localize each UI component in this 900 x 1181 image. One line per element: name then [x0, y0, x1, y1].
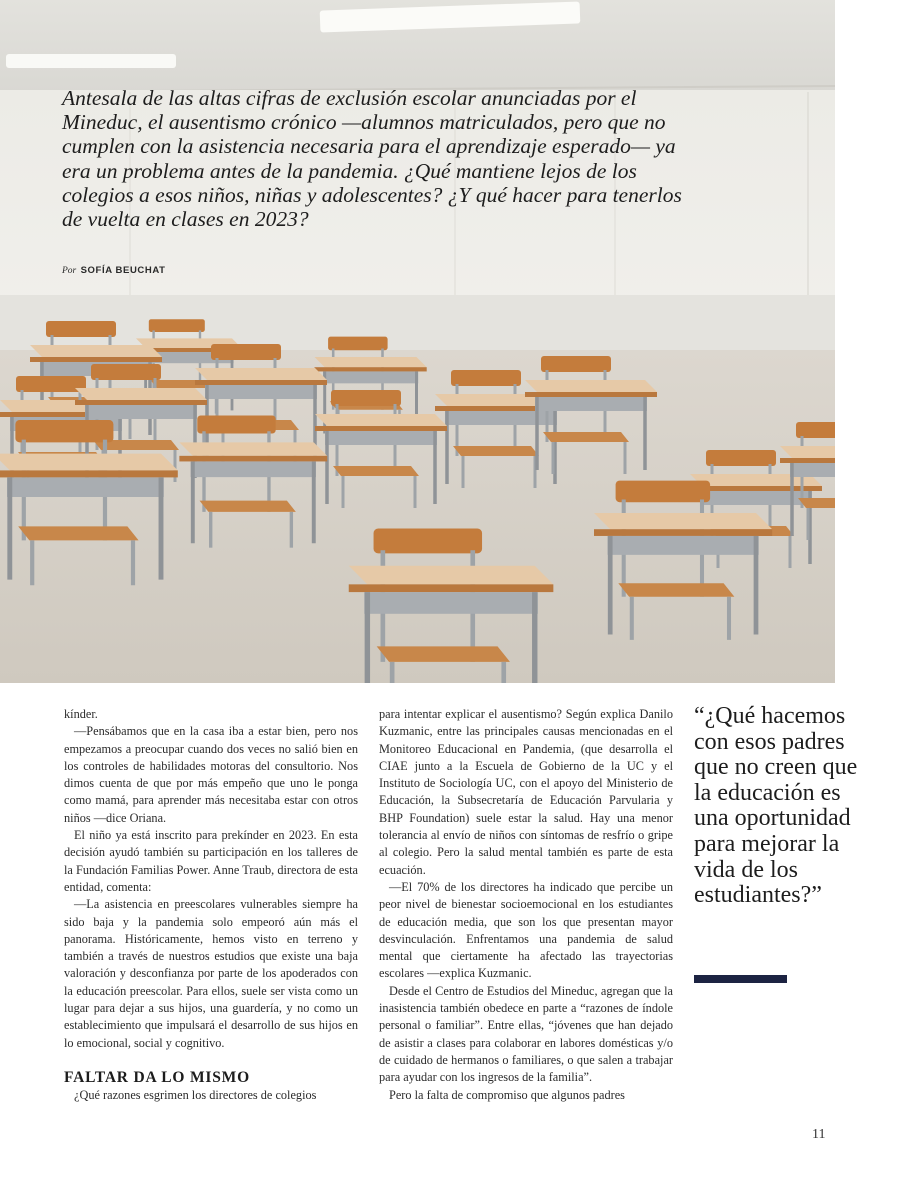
paragraph: para intentar explicar el ausentismo? Según explica Danilo Kuzmanic, entre las principales causas mencionadas en el Monitoreo Educacional en Pandemia, (que desarrolla el CIAE junto a la Escuela de Gobierno de la UC y el Instituto de Sociología UC, con el apoyo del Ministerio de Educación, la Subsecretaría de Educación Parvularia y BHP Foundation) suele estar la salud. Hay una menor tolerancia al envío de niños con síntomas de resfrío o gripe al colegio. Pero la salud mental también es parte de esta ecuación.	[379, 707, 673, 877]
pull-quote-rule	[694, 975, 787, 983]
text-column-2	[379, 706, 673, 1104]
article-lead: Antesala de las altas cifras de exclusión escolar anunciadas por el Mineduc, el ausentismo crónico —alumnos matriculados, pero que no cumplen con la asistencia necesaria para el aprendizaje esperado— ya era un problema antes de la pandemia. ¿Qué mantiene lejos de los colegios a esos niños, niñas y adolescentes? ¿Y qué hacer para tenerlos de vuelta en clases en 2023?	[62, 86, 682, 232]
paragraph: El niño ya está inscrito para prekínder en 2023. En esta decisión ayudó también su participación en los talleres de la Fundación Familias Power. Anne Traub, directora de esta entidad, comenta:	[64, 828, 358, 894]
section-subhead: FALTAR DA LO MISMO	[64, 1068, 250, 1086]
page-number: 11	[812, 1127, 826, 1142]
author-name: SOFÍA BEUCHAT	[80, 265, 166, 276]
paragraph: kínder.	[64, 707, 98, 721]
byline	[62, 265, 165, 276]
text-column-1	[64, 706, 358, 1104]
paragraph: Pero la falta de compromiso que algunos padres	[389, 1087, 625, 1102]
paragraph: —El 70% de los directores ha indicado que percibe un peor nivel de bienestar socioemocional en los estudiantes de educación media, que son los que presentan mayor desvinculación. Enfrentamos una pandemia de salud mental que ciertamente ha afectado las trayectorias escolares —explica Kuzmanic.	[379, 879, 673, 981]
paragraph: —Pensábamos que en la casa iba a estar bien, pero nos empezamos a preocupar cuando dos veces no salió bien en los controles de habilidades motoras del consultorio. Nos dimos cuenta de que por más empeño que uno le ponga como mamá, para aprender más necesitaba estar con otros niños —dice Oriana.	[64, 724, 358, 825]
paragraph: —La asistencia en preescolares vulnerables siempre ha sido baja y la pandemia solo empeoró aún más el panorama. Históricamente, hemos visto en terreno y también a través de nuestros estudios que existe una baja valoración y desconfianza por parte de los apoderados con la educación preescolar. Para ellos, suele ser vista como un lugar para dejar a sus hijos, una guardería, y no como un establecimiento que impulsará el desarrollo de sus hijos en lo emocional, social y cognitivo.	[64, 897, 358, 1050]
paragraph: Desde el Centro de Estudios del Mineduc, agregan que la inasistencia también obedece en parte a “razones de índole personal o familiar”. Entre ellas, “jóvenes que han dejado de asistir a clases para colaborar en labores domésticas y/o de cuidado de hermanos o familiares, o que salen a trabajar para ayudar con los ingresos de la familia”.	[379, 983, 673, 1085]
pull-quote: “¿Qué hacemos con esos padres que no creen que la educación es una oportunidad para mejorar la vida de los estudiantes?”	[694, 703, 858, 909]
paragraph: ¿Qué razones esgrimen los directores de colegios	[74, 1087, 317, 1102]
byline-prefix: Por	[62, 266, 77, 276]
